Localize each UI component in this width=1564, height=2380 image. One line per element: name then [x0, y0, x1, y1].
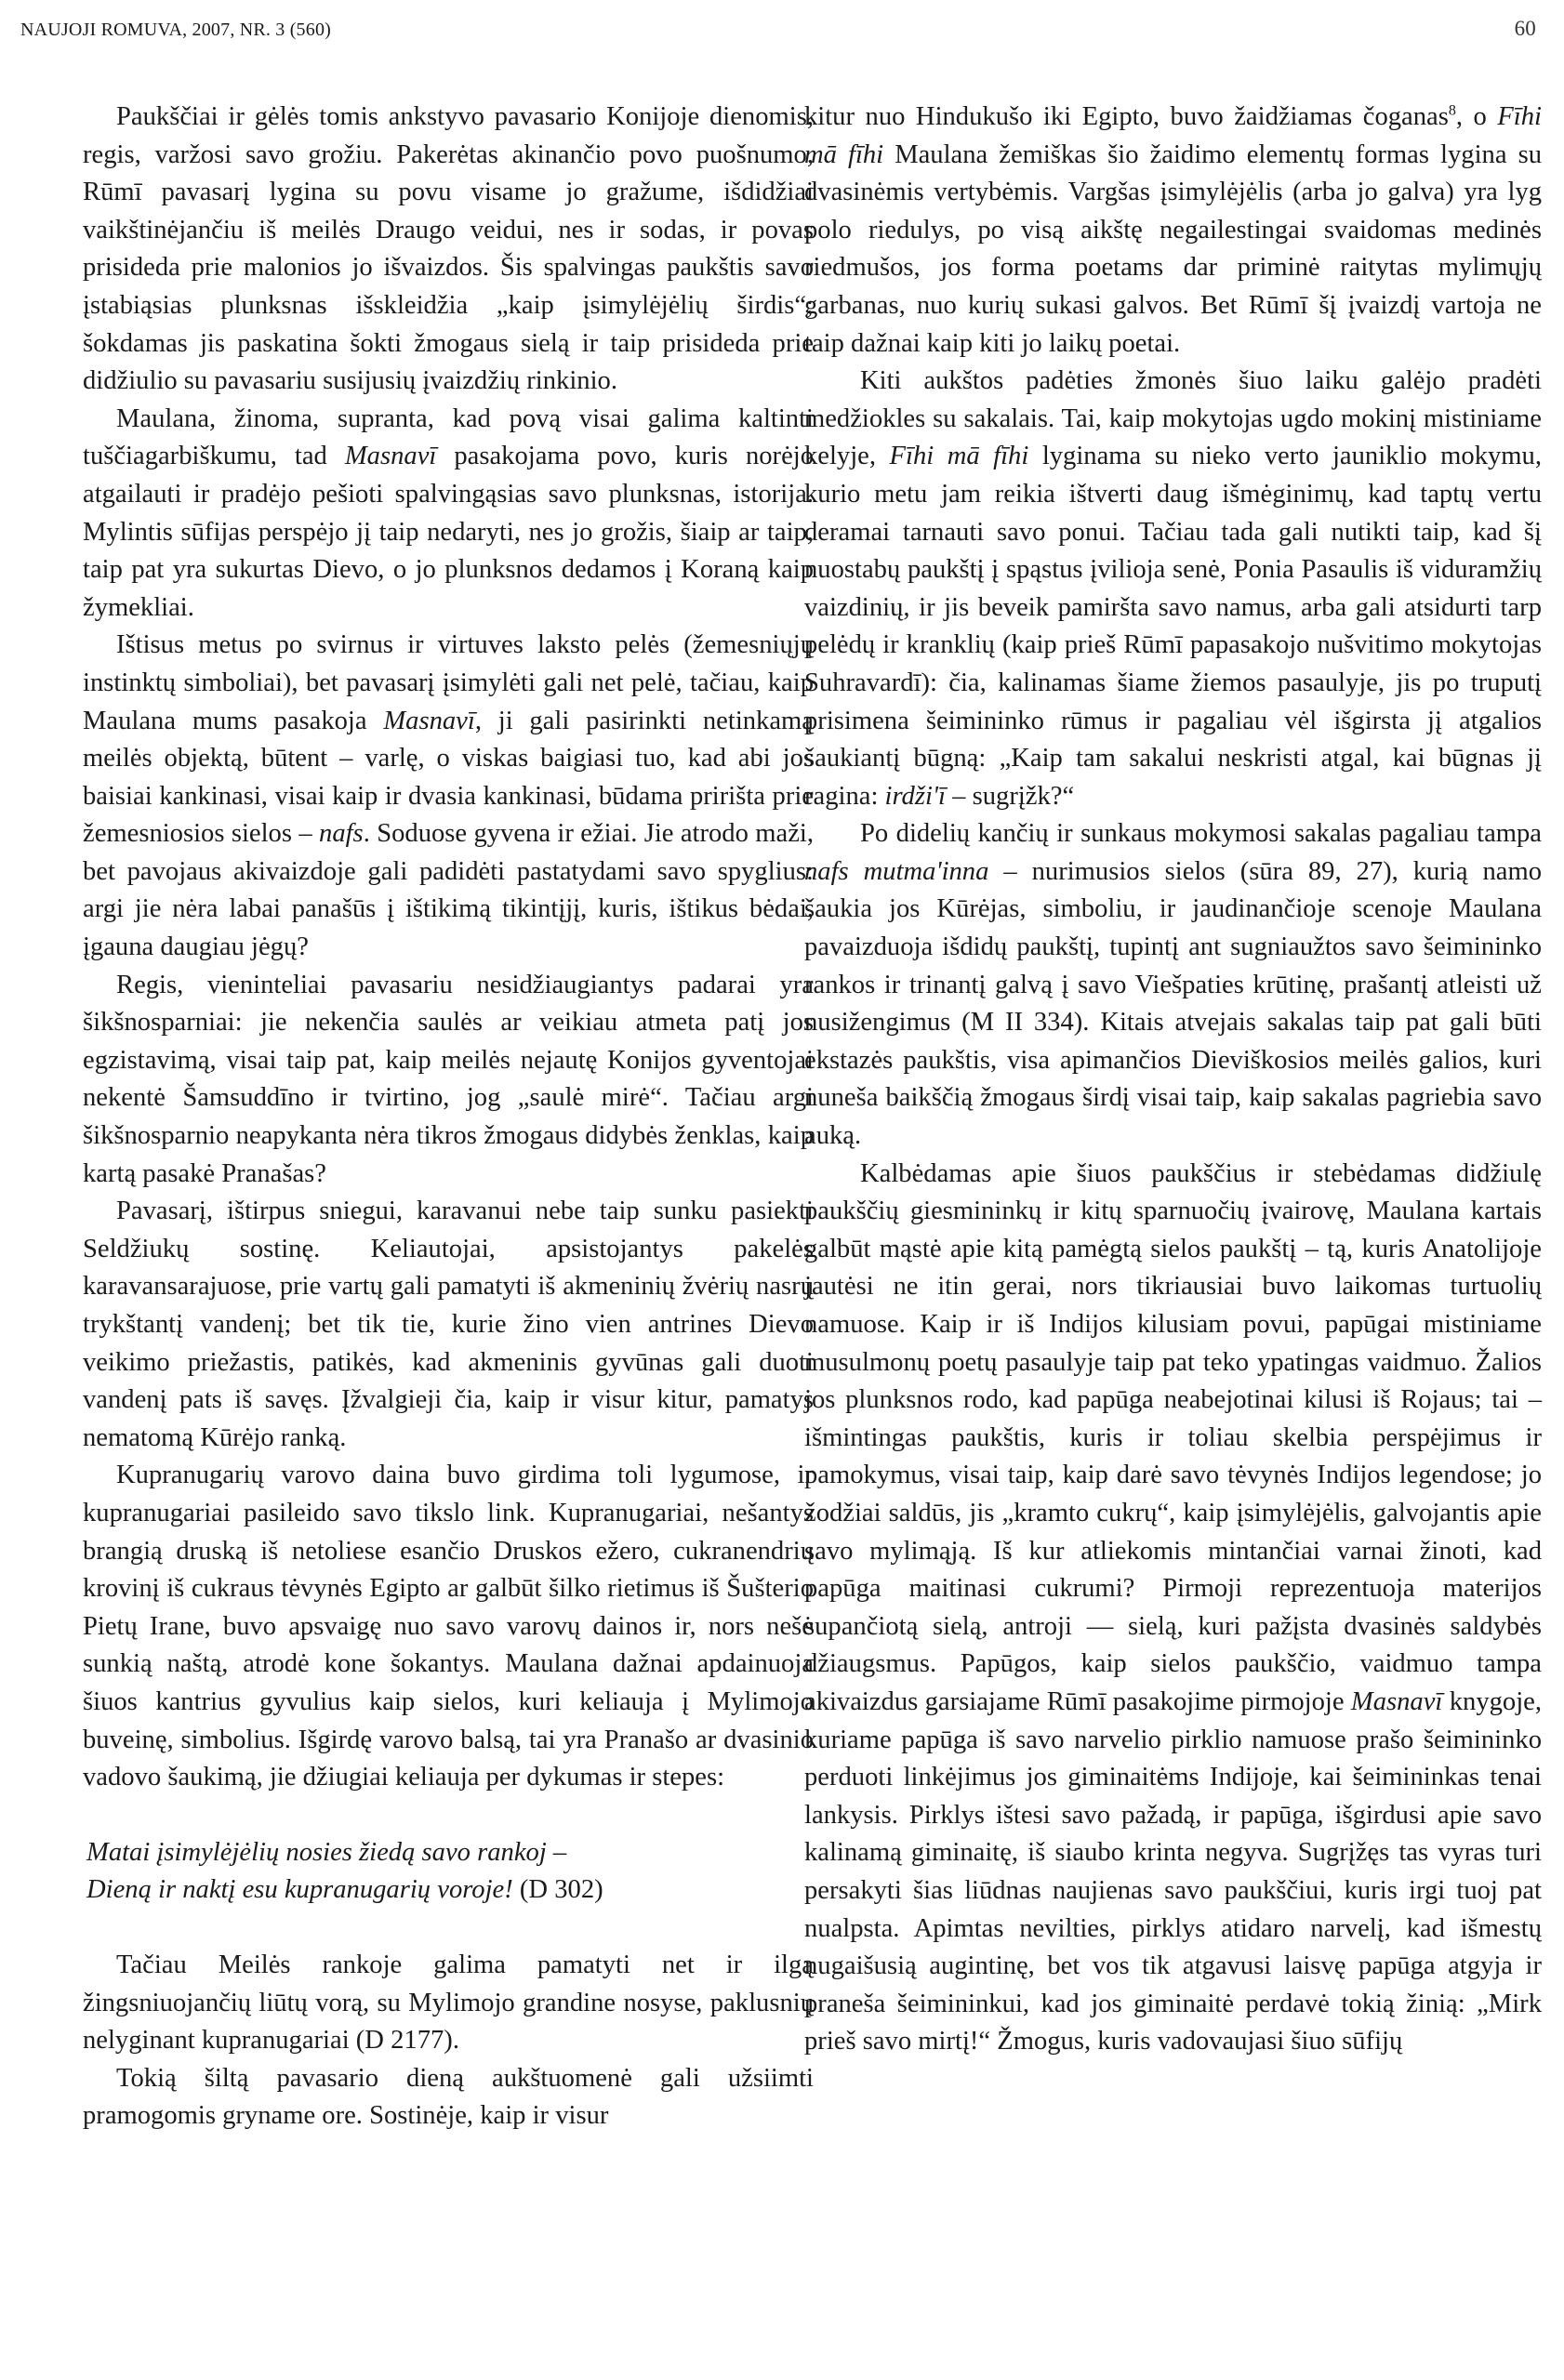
- verse-line-2: Dieną ir naktį esu kupranugarių voroje! (D 302): [86, 1875, 603, 1905]
- paragraph-chogan: kitur nuo Hindukušo iki Egipto, buvo žaidžiamas čoganas$^8$, o Fīhi mā fīhi Maulana žemiškas šio žaidimo elementų formas lygina su dvasinėmis vertybėmis. Vargšas įsimylėjėlis (arba jo galva) yra lyg polo riedulys, po visą aikštę negailestingai svaidomas medinės riedmušos, jos forma poetams dar priminė raitytas mylimųjų garbanas, nuo kurių sukasi galvos. Bet Rūmī šį įvaizdį vartoja ne taip dažnai kaip kiti jo laikų poetai.: [804, 102, 1542, 358]
- paragraph-peacock: Paukščiai ir gėlės tomis ankstyvo pavasario Konijoje dienomis, regis, varžosi savo grožiu. Pakerėtas akinančio povo puošnumo, Rūmī pavasarį lygina su povu visame jo gražume, išdidžiai vaikštinėjančiu iš meilės Draugo veidui, nes ir sodas, ir povas prisideda prie malonios jo išvaizdos. Šis spalvingas paukštis savo įstabiąsias plunksnas išskleidžia „kaip įsimylėjėlių širdis“; šokdamas jis paskatina šokti žmogaus sielą ir taip prisideda prie didžiulio su pavasariu susijusių įvaizdžių rinkinio.: [83, 102, 814, 396]
- work-title: Fīhi mā fīhi: [889, 442, 1029, 471]
- term: nafs mutma'inna: [804, 856, 989, 886]
- verse-line-1: Matai įsimylėjėlių nosies žiedą savo rankoj –: [86, 1837, 567, 1867]
- paragraph-bats: Regis, vieninteliai pavasariu nesidžiaugiantys padarai yra šikšnosparniai: jie nekenčia saulės ar veikiau atmeta patį jos egzistavimą, visai taip pat, kaip meilės nejautę Konijos gyventojai nekentė Šamsuddīno ir tvirtino, jog „saulė mirė“. Tačiau argi šikšnosparnio neapykanta nėra tikros žmogaus didybės ženklas, kaip kartą pasakė Pranašas?: [83, 970, 814, 1188]
- paragraph-caravan: Pavasarį, ištirpus sniegui, karavanui nebe taip sunku pasiekti Seldžiukų sostinę. Keliautojai, apsistojantys pakelės karavansarajuose, prie vartų gali pamatyti iš akmeninių žvėrių nasrų trykštantį vandenį; bet tik tie, kurie žino vien antrines Dievo veikimo priežastis, patikės, kad akmeninis gyvūnas gali duoti vandenį pats iš savęs. Įžvalgieji čia, kaip ir visur kitur, pamatys nematomą Kūrėjo ranką.: [83, 1197, 814, 1452]
- page-number: 60: [1514, 17, 1536, 40]
- term: irdži'ī: [884, 781, 946, 811]
- work-title: Masnavī: [383, 706, 475, 735]
- verse-reference: (D 302): [512, 1875, 603, 1905]
- term: nafs: [319, 819, 364, 849]
- paragraph-lions: Tačiau Meilės rankoje galima pamatyti net ir ilgą žingsniuojančių liūtų vorą, su Mylimojo grandine nosyse, paklusnių nelyginant kupranugariai (D 2177).: [83, 1950, 814, 2056]
- paragraph-parrot: Kalbėdamas apie šiuos paukščius ir stebėdamas didžiulę paukščių giesmininkų ir kitų sparnuočių įvairovę, Maulana kartais galbūt mąstė apie kitą pamėgtą sielos paukštį – tą, kuris Anatolijoje jautėsi ne itin gerai, nors tikriausiai buvo laikomas turtuolių namuose. Kaip ir iš Indijos kilusiam povui, papūgai mistiniame musulmonų poetų pasaulyje taip pat teko ypatingas vaidmuo. Žalios jos plunksnos rodo, kad papūga neabejotinai kilusi iš Rojaus; tai – išmintingas paukštis, kuris ir toliau skelbia perspėjimus ir pamokymus, visai taip, kaip darė savo tėvynės Indijos legendose; jo žodžiai saldūs, jis „kramto cukrų“, kaip įsimylėjėlis, galvojantis apie savo mylimąją. Iš kur atliekomis mintančiai varnai žinoti, kad papūga maitinasi cukrumi? Pirmoji reprezentuoja materijos supančiotą sielą, antroji — sielą, kuri pažįsta dvasinės saldybės džiaugsmus. Papūgos, kaip sielos paukščio, vaidmuo tampa akivaizdus garsiajame Rūmī pasakojime pirmojoje Masnavī knygoje, kuriame papūga iš savo narvelio pirklio namuose prašo šeimininko perduoti linkėjimus jos giminaitėms Indijoje, kai šeimininkas tenai lankysis. Pirklys ištesi savo pažadą, ir papūga, išgirdusi apie savo kalinamą giminaitę, iš siaubo krinta negyva. Sugrįžęs tas vyras turi persakyti šias liūdnas naujienas savo paukščiui, kuris irgi tuoj pat nualpsta. Apimtas nevilties, pirklys atidaro narvelį, kad išmestų nugaišusią augintinę, bet vos tik atgavusi laisvę papūga atgyja ir praneša šeimininkui, kad jos giminaitė perdavė tokią žinią: „Mirk prieš savo mirtį!“ Žmogus, kuris vadovaujasi šiuo sūfijų: [804, 1158, 1542, 2056]
- paragraph-camels: Kupranugarių varovo daina buvo girdima toli lygumose, ir kupranugariai pasileido savo tikslo link. Kupranugariai, nešantys brangią druską iš netoliese esančio Druskos ežero, cukranendrių krovinį iš cukraus tėvynės Egipto ar galbūt šilko rietimus iš Šušterio Pietų Irane, buvo apsvaigę nuo savo varovų dainos ir, nors nešė sunkią naštą, atrodė kone šokantys. Maulana dažnai apdainuoja šiuos kantrius gyvulius kaip sielos, kuri keliauja į Mylimojo buveinę, simbolius. Išgirdę varovo balsą, tai yra Pranašo ar dvasinio vadovo šaukimą, jie džiugiai keliauja per dykumas ir stepes:: [83, 1461, 814, 1792]
- paragraph-mice-hedgehogs: Ištisus metus po svirnus ir virtuves laksto pelės (žemesniųjų instinktų simboliai), bet pavasarį įsimylėti gali net pelė, tačiau, kaip Maulana mums pasakoja Masnavī, ji gali pasirinkti netinkamą meilės objektą, būtent – varlę, o viskas baigiasi tuo, kad abi jos baisiai kankinasi, visai kaip ir dvasia kankinasi, būdama pririšta prie žemesniosios sielos – nafs. Soduose gyvena ir ežiai. Jie atrodo maži, bet pavojaus akivaizdoje gali padidėti pastatydami savo spyglius: argi jie nėra labai panašūs į ištikimą tikintįjį, kuris, ištikus bėdai, įgauna daugiau jėgų?: [83, 630, 814, 962]
- work-title: Masnavī: [1350, 1686, 1443, 1716]
- paragraph-falcon-soul: Po didelių kančių ir sunkaus mokymosi sakalas pagaliau tampa nafs mutma'inna – nurimusios sielos (sūra 89, 27), kurią namo šaukia jos Kūrėjas, simboliu, ir jaudinančioje scenoje Maulana pavaizduoja išdidų paukštį, tupintį ant sugniaužtos savo šeimininko rankos ir trinantį galvą į savo Viešpaties krūtinę, prašantį atleisti už nusižengimus (M II 334). Kitais atvejais sakalas taip pat gali būti ekstazės paukštis, visa apimančios Dieviškosios meilės galios, kuri nuneša baikščią žmogaus širdį visai taip, kaip sakalas pagriebia savo auką.: [804, 819, 1542, 1151]
- paragraph-falconry: Kiti aukštos padėties žmonės šiuo laiku galėjo pradėti medžiokles su sakalais. Tai, kaip mokytojas ugdo mokinį mistiniame kelyje, Fīhi mā fīhi lyginama su nieko verto jauniklio mokymu, kurio metu jam reikia ištverti daug išmėginimų, kad taptų vertu deramai tarnauti savo ponui. Tačiau tada gali nutikti taip, kad šį nuostabų paukštį į spąstus įvilioja senė, Ponia Pasaulis iš viduramžių vaizdinių, ir jis beveik pamiršta savo namus, arba gali atsidurti tarp pelėdų ir kranklių (kaip prieš Rūmī papasakojo nušvitimo mokytojas Suhravardī): čia, kalinamas šiame žiemos pasaulyje, jis po truputį prisimena šeimininko rūmus ir pagaliau vėl išgirsta jį atgalios šaukiantį būgną: „Kaip tam sakalui neskristi atgal, kai būgnas jį ragina: irdži'ī – sugrįžk?“: [804, 366, 1542, 811]
- verse-quote: [83, 1834, 814, 1910]
- left-column: [83, 99, 814, 2135]
- work-title: Masnavī: [344, 442, 437, 471]
- journal-title: NAUJOJI ROMUVA, 2007, NR. 3 (560): [20, 20, 332, 40]
- running-header: [20, 17, 1536, 54]
- paragraph-peacock-vanity: Maulana, žinoma, supranta, kad povą visai galima kaltinti tuščiagarbiškumu, tad Masnavī pasakojama povo, kuris norėjo atgailauti ir pradėjo pešioti spalvingąsias savo plunksnas, istorija. Mylintis sūfijas perspėjo jį taip nedaryti, nes jo grožis, šiaip ar taip, taip pat yra sukurtas Dievo, o jo plunksnos dedamos į Koraną kaip žymekliai.: [83, 403, 814, 622]
- paragraph-spring-day: Tokią šiltą pavasario dieną aukštuomenė gali užsiimti pramogomis gryname ore. Sostinėje, kaip ir visur: [83, 2063, 814, 2131]
- footnote-marker[interactable]: 8: [1448, 102, 1456, 119]
- work-title: Fīhi mā fīhi: [804, 102, 1542, 169]
- right-column: [804, 99, 1542, 2061]
